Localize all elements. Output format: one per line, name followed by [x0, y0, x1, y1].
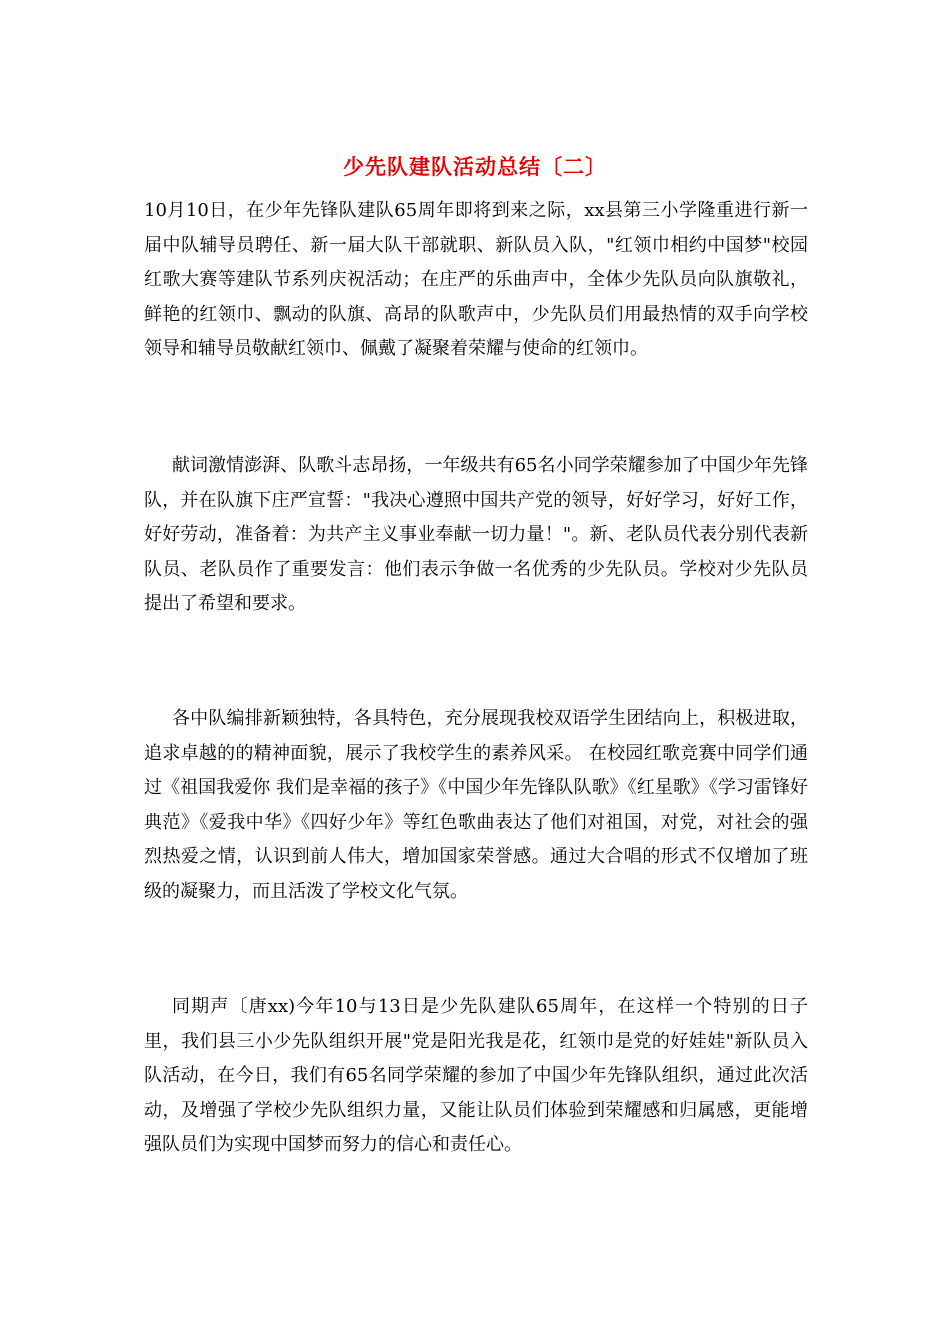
paragraph-4: 同期声〔唐xx)今年10与13日是少先队建队65周年，在这样一个特别的日子里，我们县三小少先队组织开展"党是阳光我是花，红领巾是党的好娃娃"新队员入队活动，在今日，我们有65名同学荣耀的参加了中国少年先锋队组织，通过此次活动，及增强了学校少先队组织力量，又能让队员们体验到荣耀感和归属感，更能增强队员们为实现中国梦而努力的信心和责任心。 — [144, 996, 808, 1155]
paragraph-2: 献词激情澎湃、队歌斗志昂扬，一年级共有65名小同学荣耀参加了中国少年先锋队，并在队旗下庄严宣誓："我决心遵照中国共产党的领导，好好学习，好好工作，好好劳动，准备着：为共产主义事业奉献一切力量！"。新、老队员代表分别代表新队员、老队员作了重要发言：他们表示争做一名优秀的少先队员。学校对少先队员提出了希望和要求。 — [144, 455, 808, 614]
paragraph-3: 各中队编排新颖独特，各具特色，充分展现我校双语学生团结向上，积极进取，追求卓越的的精神面貌，展示了我校学生的素养风采。 在校园红歌竞赛中同学们通过《祖国我爱你 我们是幸福的孩子》《中国少年先锋队队歌》《红星歌》《学习雷锋好典范》《爱我中华》《四好少年》等红色歌曲表达了他们对祖国，对党，对社会的强烈热爱之情，认识到前人伟大，增加国家荣誉感。通过大合唱的形式不仅增加了班级的凝聚力，而且活泼了学校文化气氛。 — [144, 708, 808, 902]
document-title: 少先队建队活动总结〔二〕 — [343, 154, 607, 179]
paragraph-1: 10月10日，在少年先锋队建队65周年即将到来之际，xx县第三小学隆重进行新一届中队辅导员聘任、新一届大队干部就职、新队员入队，"红领巾相约中国梦"校园红歌大赛等建队节系列庆祝活动；在庄严的乐曲声中，全体少先队员向队旗敬礼，鲜艳的红领巾、飘动的队旗、高昂的队歌声中，少先队员们用最热情的双手向学校领导和辅导员敬献红领巾、佩戴了凝聚着荣耀与使命的红领巾。 — [144, 200, 808, 359]
